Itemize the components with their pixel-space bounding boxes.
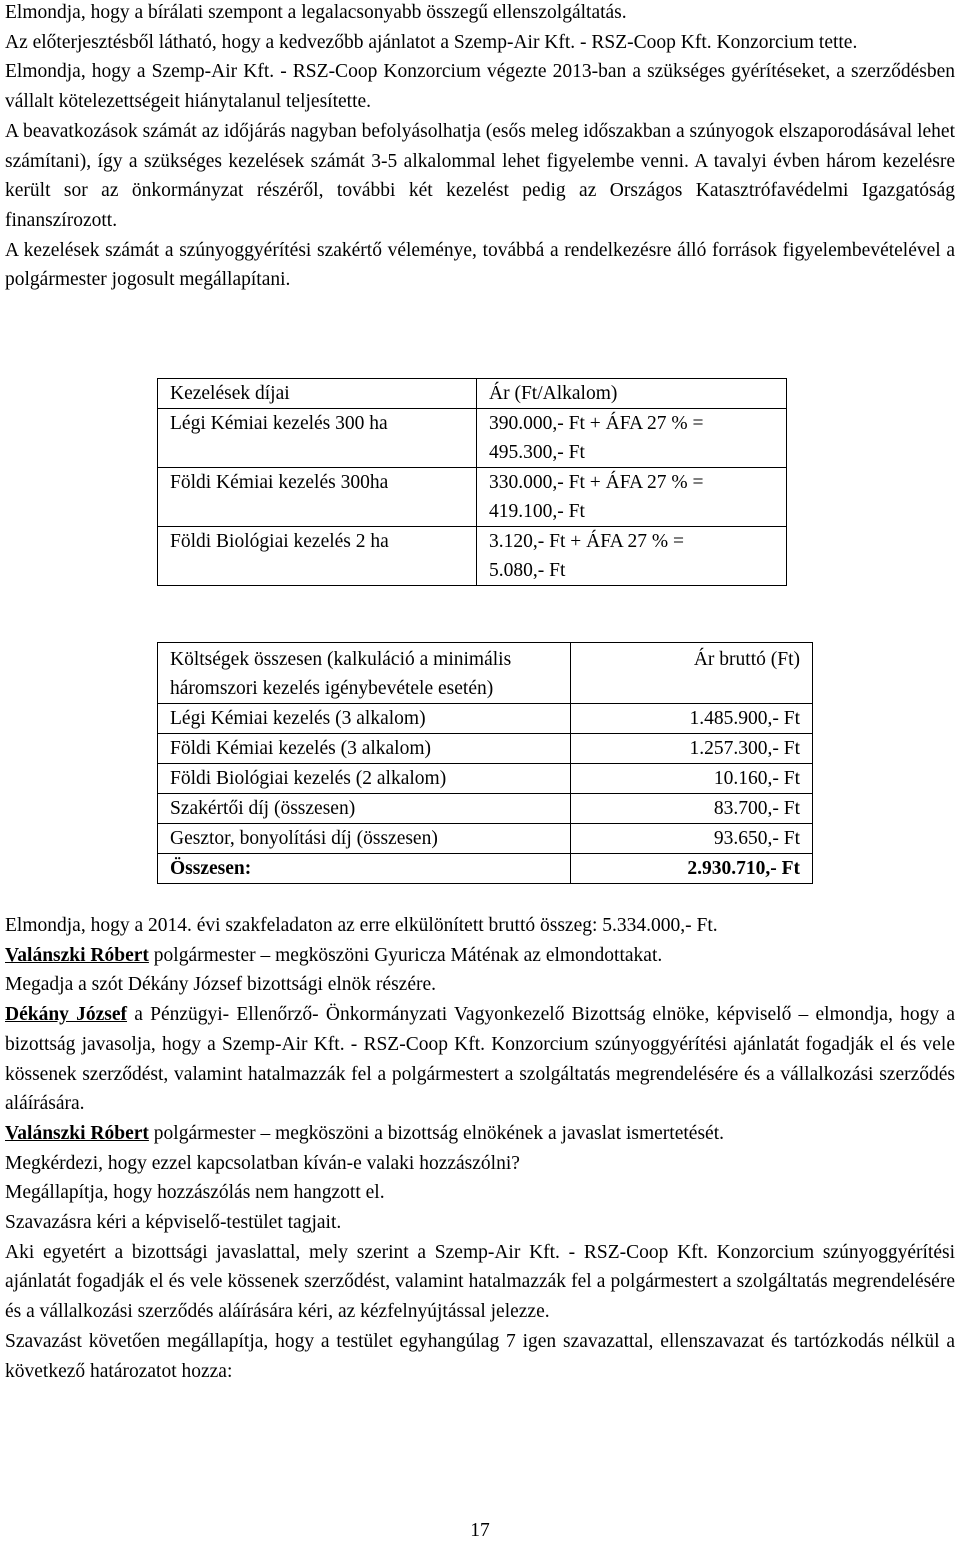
- price-net: 330.000,- Ft + ÁFA 27 % =: [489, 472, 704, 493]
- table-total-row: [158, 854, 813, 884]
- table-row: [158, 468, 787, 527]
- table-row: [158, 704, 813, 734]
- price-net: 3.120,- Ft + ÁFA 27 % =: [489, 531, 684, 552]
- paragraph-offer: Az előterjesztésből látható, hogy a kedvezőbb ajánlatot a Szemp-Air Kft. - RSZ-Coop Kft. Konzorcium tette.: [5, 31, 858, 53]
- paragraph-vote-result: Szavazást követően megállapítja, hogy a testület egyhangúlag 7 igen szavazattal, ellenszavazat és tartózkodás nélkül a következő határozatot hozza:: [5, 1330, 955, 1382]
- table-header-row: [158, 379, 787, 409]
- paragraph-interventions: A beavatkozások számát az időjárás nagyban befolyásolhatja (esős meleg időszakban a szúnyogok elszaporodásával lehet számítani), így a szükséges kezelések számát 3-5 alkalommal lehet figyelembe venni. A tavalyi évben három kezelésre került sor az önkormányzat részéről, további két kezelést pedig az Országos Katasztrófavédelmi Igazgatóság finanszírozott.: [5, 120, 955, 231]
- table-cell: 93.650,- Ft: [571, 824, 813, 854]
- table-cell: [477, 468, 787, 527]
- table-cell: Szakértői díj (összesen): [158, 794, 571, 824]
- paragraph-committee-chair: [5, 1000, 955, 1119]
- speaker-name: Valánszki Róbert: [5, 1122, 149, 1144]
- table-cell: [477, 409, 787, 468]
- table-row: [158, 734, 813, 764]
- price-net: 390.000,- Ft + ÁFA 27 % =: [489, 413, 704, 434]
- table-row: [158, 409, 787, 468]
- price-gross: 419.100,- Ft: [489, 501, 585, 522]
- table-cell: [477, 527, 787, 586]
- total-costs-table: [157, 642, 813, 884]
- paragraph-treatment-count: A kezelések számát a szúnyoggyérítési szakértő véleménye, továbbá a rendelkezésre álló források figyelembevételével a polgármester jogosult megállapítani.: [5, 239, 955, 291]
- table-header-cell: Ár bruttó (Ft): [571, 643, 813, 704]
- table-cell: Légi Kémiai kezelés 300 ha: [158, 409, 477, 468]
- paragraph-mayor-thanks: [5, 941, 955, 971]
- paragraph-budget: Elmondja, hogy a 2014. évi szakfeladaton az erre elkülönített bruttó összeg: 5.334.000,- Ft.: [5, 915, 718, 936]
- table-cell: 83.700,- Ft: [571, 794, 813, 824]
- table-header-cell: Ár (Ft/Alkalom): [477, 379, 787, 409]
- page-number: 17: [470, 1520, 490, 1541]
- table-row: [158, 764, 813, 794]
- paragraph-no-comments: Megállapítja, hogy hozzászólás nem hangzott el.: [5, 1182, 385, 1204]
- treatment-prices-table: [157, 378, 787, 586]
- speaker-text: polgármester – megköszöni Gyuricza Máténak az elmondottakat.: [148, 944, 663, 966]
- table-header-cell: Költségek összesen (kalkuláció a minimális háromszori kezelés igénybevétele esetén): [158, 643, 571, 704]
- top-text-block: [5, 0, 955, 295]
- table-cell: Összesen:: [158, 854, 571, 884]
- table-cell: Földi Biológiai kezelés 2 ha: [158, 527, 477, 586]
- paragraph-evaluation: Elmondja, hogy a bírálati szempont a legalacsonyabb összegű ellenszolgáltatás.: [5, 2, 627, 23]
- speaker-name: Valánszki Róbert: [5, 944, 149, 966]
- table-row: [158, 824, 813, 854]
- speaker-name: Dékány József: [5, 1004, 128, 1026]
- speaker-text: polgármester – megköszöni a bizottság elnökének a javaslat ismertetését.: [148, 1122, 724, 1144]
- paragraph-question: Megkérdezi, hogy ezzel kapcsolatban kíván-e valaki hozzászólni?: [5, 1152, 520, 1174]
- paragraph-vote-request: Szavazásra kéri a képviselő-testület tagjait.: [5, 1212, 342, 1234]
- paragraph-mayor-thanks-2: [5, 1119, 955, 1149]
- table-row: [158, 527, 787, 586]
- paragraph-give-floor: Megadja a szót Dékány József bizottsági elnök részére.: [5, 974, 436, 996]
- paragraph-vote-proposal: Aki egyetért a bizottsági javaslattal, mely szerint a Szemp-Air Kft. - RSZ-Coop Kft. Konzorcium szúnyoggyérítési ajánlatát fogadják el és vele kössenek szerződést, valamint hatalmazzák fel a polgármestert a szolgáltatás megrendelésére és a vállalkozási szerződés aláírására kéri, az kézfelnyújtással jelezze.: [5, 1241, 955, 1323]
- table-cell: 10.160,- Ft: [571, 764, 813, 794]
- price-gross: 495.300,- Ft: [489, 442, 585, 463]
- table-cell: Földi Biológiai kezelés (2 alkalom): [158, 764, 571, 794]
- paragraph-consortium: Elmondja, hogy a Szemp-Air Kft. - RSZ-Coop Konzorcium végezte 2013-ban a szükséges gyérítéseket, a szerződésben vállalt kötelezettségeit hiánytalanul teljesítette.: [5, 61, 955, 113]
- table-row: [158, 794, 813, 824]
- table-header-row: [158, 643, 813, 704]
- table-header-cell: Kezelések díjai: [158, 379, 477, 409]
- table-cell: Földi Kémiai kezelés (3 alkalom): [158, 734, 571, 764]
- price-gross: 5.080,- Ft: [489, 560, 566, 581]
- table-cell: 1.257.300,- Ft: [571, 734, 813, 764]
- table-cell: 1.485.900,- Ft: [571, 704, 813, 734]
- table-cell: Földi Kémiai kezelés 300ha: [158, 468, 477, 527]
- bottom-text-block: [5, 911, 955, 1386]
- table-cell: Gesztor, bonyolítási díj (összesen): [158, 824, 571, 854]
- speaker-text: a Pénzügyi- Ellenőrző- Önkormányzati Vagyonkezelő Bizottság elnöke, képviselő – elmondja, hogy a bizottság javasolja, hogy a Szemp-Air Kft. - RSZ-Coop Kft. Konzorcium szúnyoggyérítési ajánlatát fogadják el és vele kössenek szerződést, valamint hatalmazzák fel a polgármestert a szolgáltatás megrendelésére és a vállalkozási szerződés aláírására.: [5, 1004, 955, 1115]
- table-cell: Légi Kémiai kezelés (3 alkalom): [158, 704, 571, 734]
- table-cell: 2.930.710,- Ft: [571, 854, 813, 884]
